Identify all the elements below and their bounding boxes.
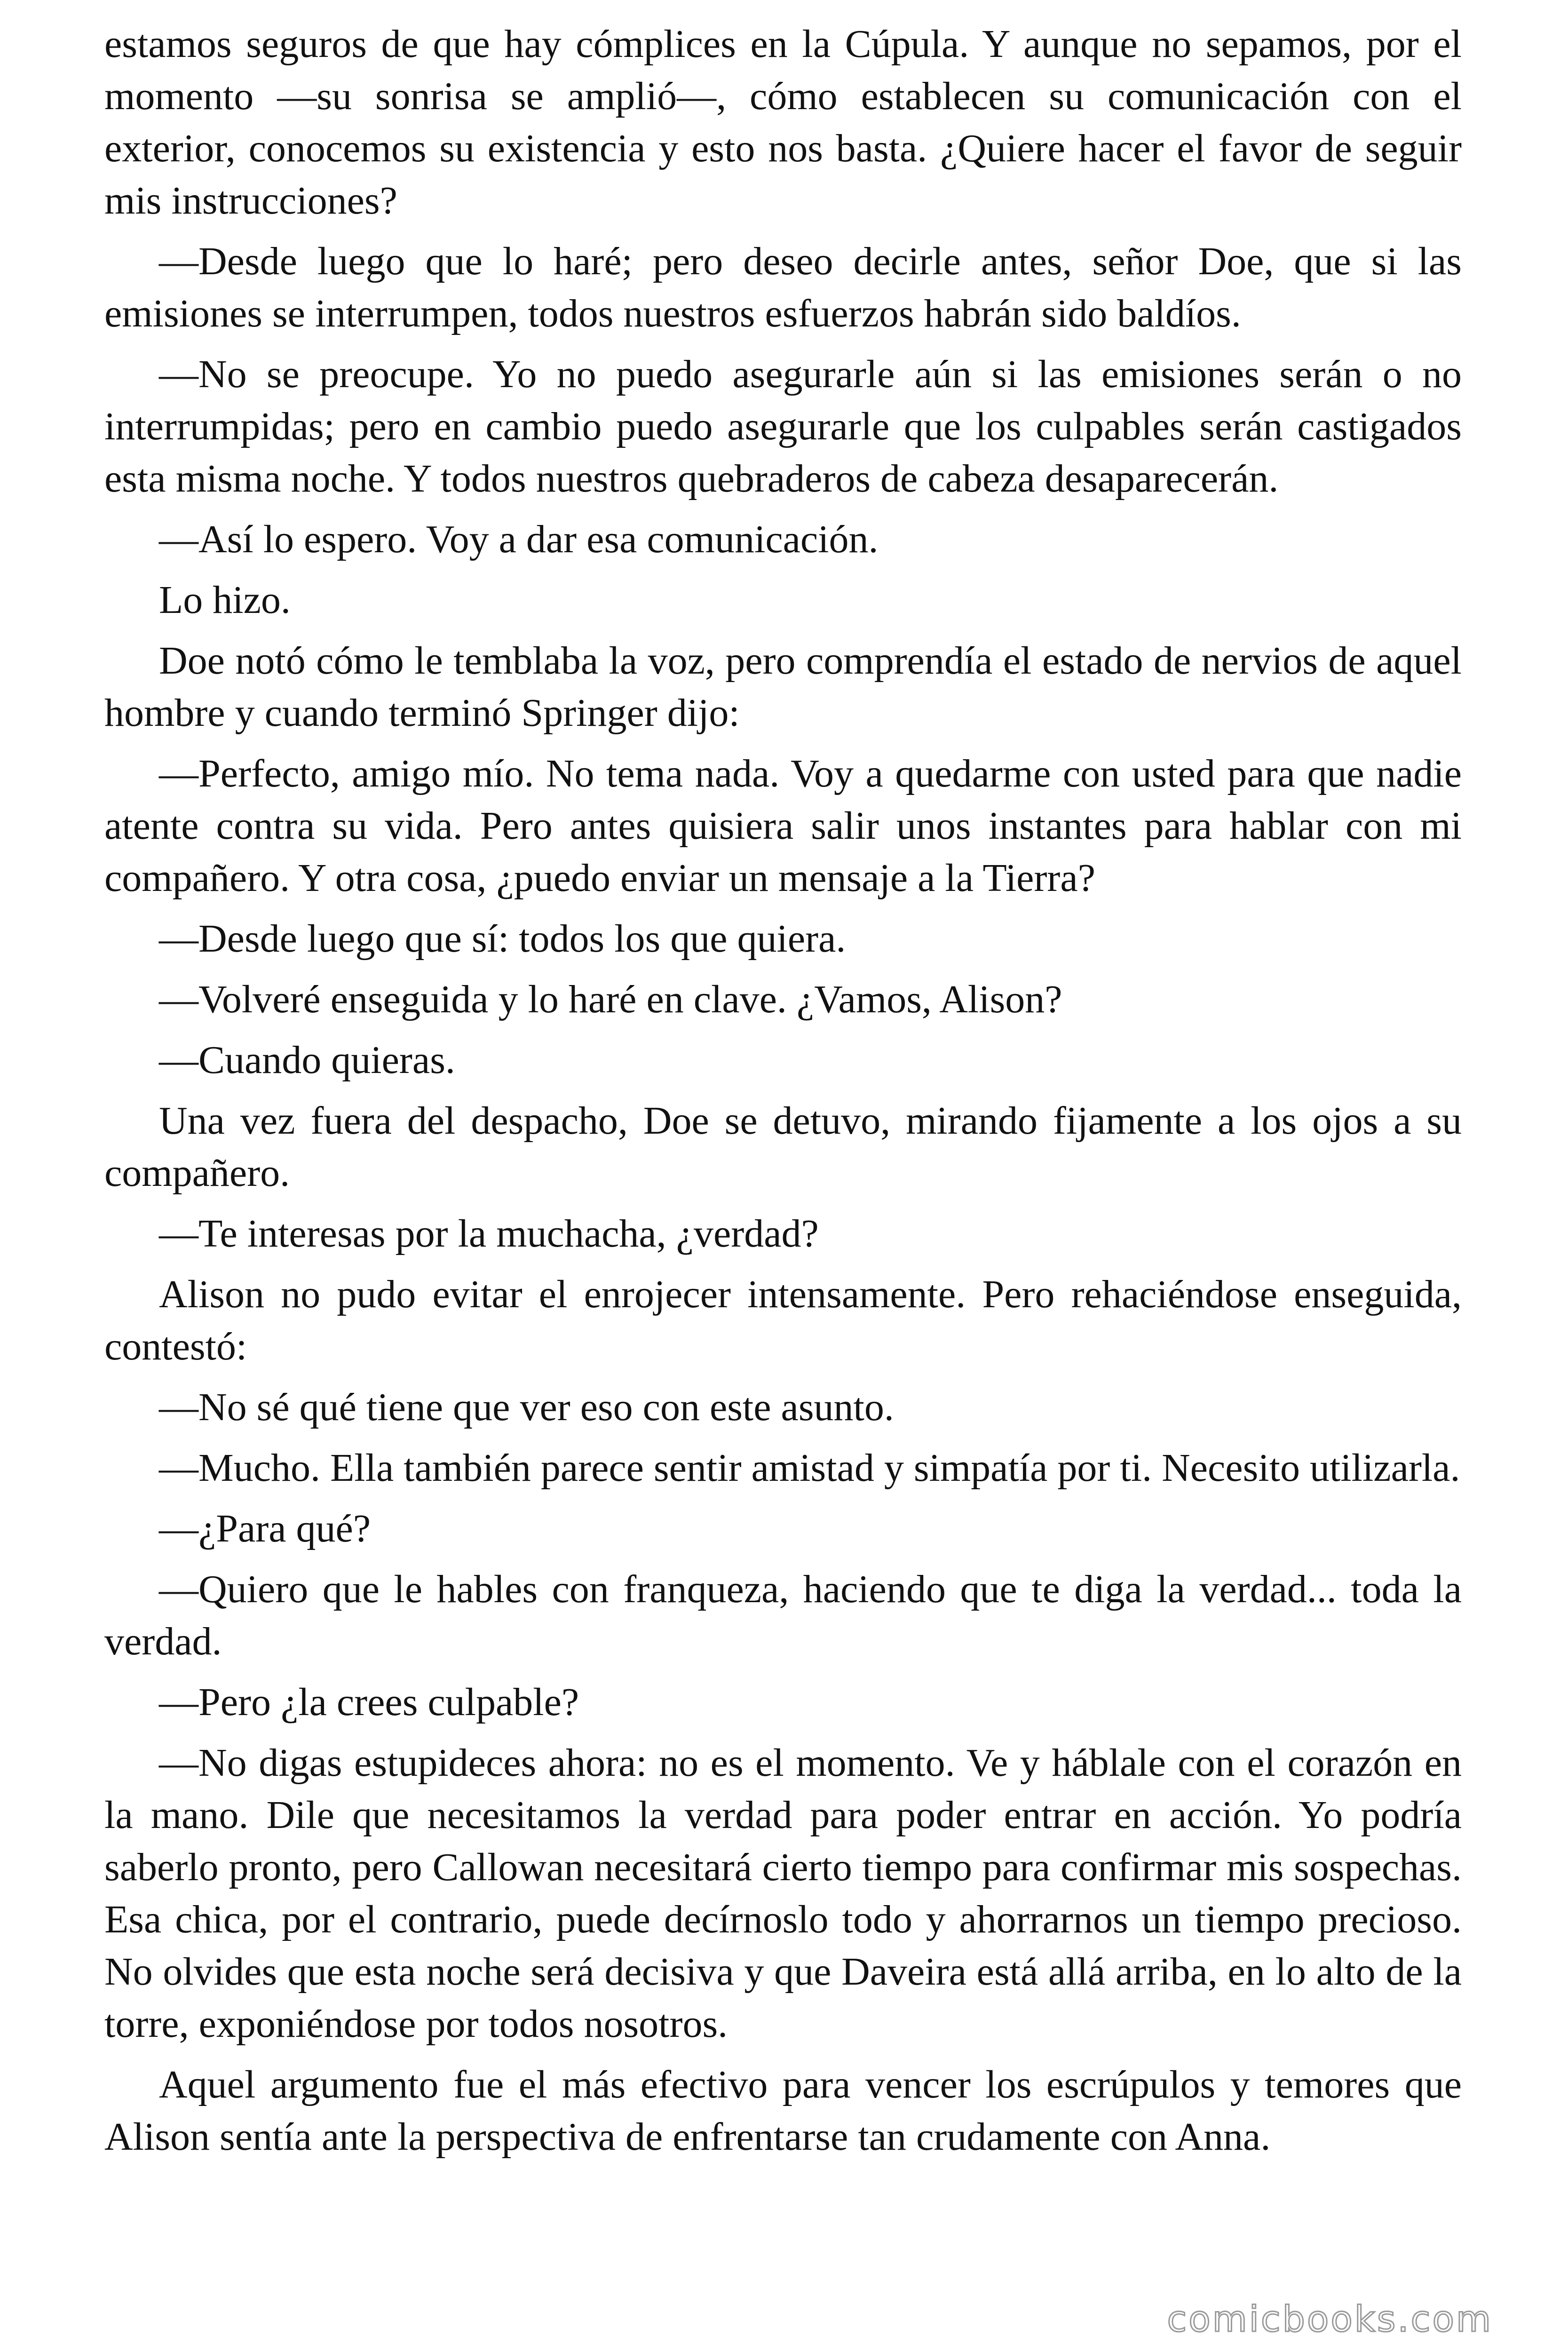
paragraph: —Perfecto, amigo mío. No tema nada. Voy a quedarme con usted para que nadie atente contra su vida. Pero antes quisiera salir unos instantes para hablar con mi compañero. Y otra cosa, ¿puedo enviar un mensaje a la Tierra? — [104, 752, 1462, 900]
paragraph: —Así lo espero. Voy a dar esa comunicación. — [159, 517, 879, 561]
paragraph: Aquel argumento fue el más efectivo para vencer los escrúpulos y temores que Alison sentía ante la perspectiva de enfrentarse tan crudamente con Anna. — [104, 2063, 1462, 2159]
paragraph: Lo hizo. — [159, 578, 291, 622]
paragraph: —Pero ¿la crees culpable? — [159, 1680, 579, 1724]
paragraph: Doe notó cómo le temblaba la voz, pero comprendía el estado de nervios de aquel hombre y cuando terminó Springer dijo: — [104, 639, 1462, 735]
paragraph: —Desde luego que lo haré; pero deseo decirle antes, señor Doe, que si las emisiones se interrumpen, todos nuestros esfuerzos habrán sido baldíos. — [104, 239, 1462, 335]
paragraph: —No digas estupideces ahora: no es el momento. Ve y háblale con el corazón en la mano. Dile que necesitamos la verdad para poder entrar en acción. Yo podría saberlo pronto, pero Callowan necesitará cierto tiempo para confirmar mis sospechas. Esa chica, por el contrario, puede decírnoslo todo y ahorrarnos un tiempo precioso. No olvides que esta noche será decisiva y que Daveira está allá arriba, en lo alto de la torre, exponiéndose por todos nosotros. — [104, 1741, 1462, 2046]
paragraph: Una vez fuera del despacho, Doe se detuvo, mirando fijamente a los ojos a su compañero. — [104, 1099, 1462, 1195]
paragraph: —Desde luego que sí: todos los que quiera. — [159, 917, 846, 961]
paragraph: —No se preocupe. Yo no puedo asegurarle aún si las emisiones serán o no interrumpidas; pero en cambio puedo asegurarle que los culpables serán castigados esta misma noche. Y todos nuestros quebraderos de cabeza desaparecerán. — [104, 352, 1462, 501]
paragraph: —Te interesas por la muchacha, ¿verdad? — [159, 1212, 819, 1255]
paragraph: estamos seguros de que hay cómplices en la Cúpula. Y aunque no sepamos, por el momento —su sonrisa se amplió—, cómo establecen su comunicación con el exterior, conocemos su existencia y esto nos basta. ¿Quiere hacer el favor de seguir mis instrucciones? — [104, 22, 1462, 222]
paragraph: —Volveré enseguida y lo haré en clave. ¿Vamos, Alison? — [159, 977, 1062, 1021]
paragraph: —Mucho. Ella también parece sentir amistad y simpatía por ti. Necesito utilizarla. — [159, 1446, 1460, 1490]
paragraph: —Cuando quieras. — [159, 1038, 455, 1082]
watermark: comicbooks.com — [1167, 2298, 1493, 2340]
paragraph: —No sé qué tiene que ver eso con este asunto. — [159, 1385, 894, 1429]
page-body — [104, 18, 1462, 2171]
paragraph: Alison no pudo evitar el enrojecer intensamente. Pero rehaciéndose enseguida, contestó: — [104, 1272, 1462, 1368]
paragraph: —¿Para qué? — [159, 1507, 371, 1550]
paragraph: —Quiero que le hables con franqueza, haciendo que te diga la verdad... toda la verdad. — [104, 1567, 1462, 1663]
